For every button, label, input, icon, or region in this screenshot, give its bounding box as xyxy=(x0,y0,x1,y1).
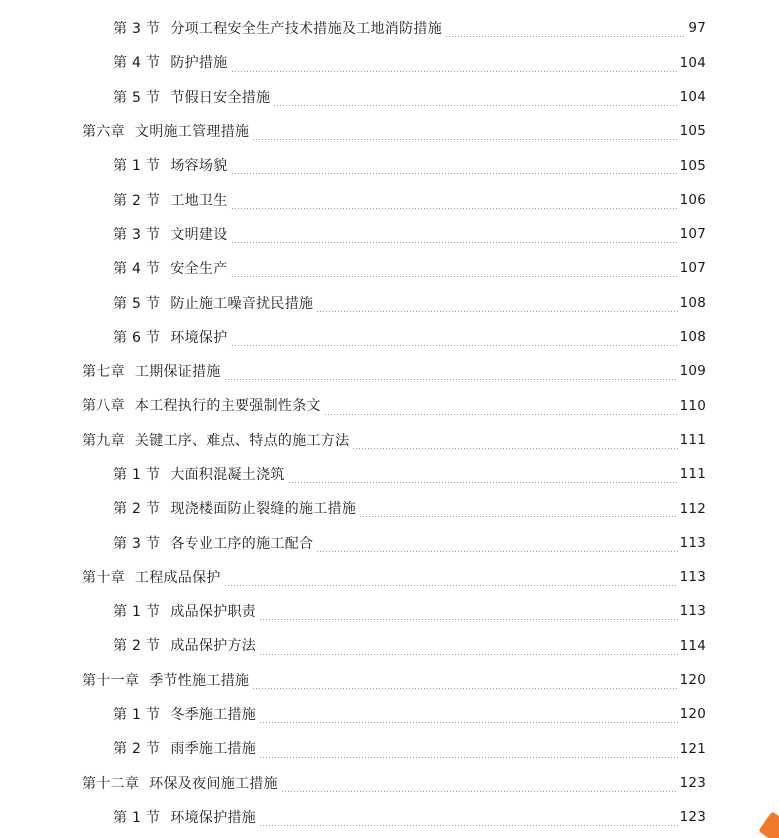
toc-dot-leader xyxy=(281,791,678,792)
toc-section-entry[interactable] xyxy=(0,629,779,663)
toc-entry-title xyxy=(82,674,249,688)
toc-page-number: 108 xyxy=(679,294,706,311)
toc-entry-label: 第 1 节 xyxy=(113,158,161,175)
toc-dot-leader xyxy=(259,757,678,758)
toc-page-number: 108 xyxy=(679,329,706,346)
toc-entry-title xyxy=(113,331,228,345)
toc-entry-text: 成品保护职责 xyxy=(170,604,257,621)
toc-entry-text: 本工程执行的主要强制性条文 xyxy=(134,398,321,415)
toc-page-number: 105 xyxy=(679,123,706,140)
toc-page-number: 106 xyxy=(679,191,706,208)
toc-dot-leader xyxy=(252,139,677,140)
toc-entry-label: 第 2 节 xyxy=(113,192,161,209)
toc-entry-title xyxy=(113,159,228,173)
toc-section-entry[interactable] xyxy=(0,321,779,355)
toc-dot-leader xyxy=(324,414,678,415)
toc-entry-text: 冬季施工措施 xyxy=(170,707,257,724)
toc-page-number: 123 xyxy=(679,809,706,826)
toc-chapter-entry[interactable] xyxy=(0,389,779,423)
toc-section-entry[interactable] xyxy=(0,183,779,217)
toc-entry-text: 文明施工管理措施 xyxy=(134,124,250,141)
toc-page-number: 113 xyxy=(679,603,706,620)
toc-entry-label: 第 4 节 xyxy=(113,261,161,278)
toc-entry-label: 第 3 节 xyxy=(113,535,161,552)
toc-entry-text: 防止施工噪音扰民措施 xyxy=(170,295,314,312)
toc-entry-label: 第 1 节 xyxy=(113,809,161,826)
toc-page-number: 107 xyxy=(679,260,706,277)
toc-entry-title xyxy=(82,365,221,379)
toc-dot-leader xyxy=(224,379,678,380)
toc-entry-title xyxy=(113,56,228,70)
toc-entry-title xyxy=(82,125,249,139)
toc-page-number: 123 xyxy=(679,774,706,791)
toc-entry-label: 第十一章 xyxy=(82,672,140,689)
toc-entry-text: 工地卫生 xyxy=(170,192,228,209)
toc-entry-text: 文明建设 xyxy=(170,226,228,243)
toc-entry-text: 成品保护方法 xyxy=(170,638,257,655)
toc-page-number: 111 xyxy=(679,431,706,448)
toc-chapter-entry[interactable] xyxy=(0,664,779,698)
toc-section-entry[interactable] xyxy=(0,458,779,492)
toc-page-number: 120 xyxy=(679,672,706,689)
toc-page-number: 104 xyxy=(679,54,706,71)
toc-entry-text: 季节性施工措施 xyxy=(149,672,250,689)
toc-dot-leader xyxy=(231,71,678,72)
toc-entry-label: 第六章 xyxy=(82,124,125,141)
toc-entry-label: 第 5 节 xyxy=(113,89,161,106)
toc-entry-title xyxy=(113,742,256,756)
toc-entry-label: 第 4 节 xyxy=(113,55,161,72)
corner-accent-icon xyxy=(757,812,779,838)
toc-entry-label: 第 3 节 xyxy=(113,226,161,243)
toc-entry-text: 各专业工序的施工配合 xyxy=(170,535,314,552)
toc-dot-leader xyxy=(273,105,677,106)
toc-entry-text: 分项工程安全生产技术措施及工地消防措施 xyxy=(170,21,443,38)
toc-dot-leader xyxy=(288,482,678,483)
toc-entry-label: 第 2 节 xyxy=(113,741,161,758)
toc-dot-leader xyxy=(316,551,677,552)
toc-entry-title xyxy=(113,811,256,825)
toc-entry-text: 场容场貌 xyxy=(170,158,228,175)
toc-entry-label: 第 1 节 xyxy=(113,604,161,621)
toc-entry-label: 第 5 节 xyxy=(113,295,161,312)
toc-entry-label: 第 1 节 xyxy=(113,467,161,483)
toc-entry-title xyxy=(113,639,256,653)
toc-dot-leader xyxy=(259,825,678,826)
toc-section-entry[interactable] xyxy=(0,46,779,80)
toc-entry-label: 第 2 节 xyxy=(113,501,161,518)
toc-page-number: 114 xyxy=(679,637,706,654)
toc-page-number: 112 xyxy=(679,500,706,517)
toc-entry-label: 第七章 xyxy=(82,364,125,381)
toc-section-entry[interactable] xyxy=(0,252,779,286)
toc-chapter-entry[interactable] xyxy=(0,767,779,801)
toc-section-entry[interactable] xyxy=(0,149,779,183)
toc-page-number: 107 xyxy=(679,226,706,243)
toc-section-entry[interactable] xyxy=(0,286,779,320)
toc-page-number: 104 xyxy=(679,88,706,105)
toc-chapter-entry[interactable] xyxy=(0,561,779,595)
toc-list xyxy=(0,12,779,835)
toc-entry-label: 第 2 节 xyxy=(113,638,161,655)
toc-entry-text: 关键工序、难点、特点的施工方法 xyxy=(134,432,350,449)
toc-page-number: 109 xyxy=(679,363,706,380)
toc-page-number: 97 xyxy=(688,20,706,37)
toc-entry-title xyxy=(113,605,256,619)
toc-entry-text: 工程成品保护 xyxy=(134,569,221,586)
toc-section-entry[interactable] xyxy=(0,492,779,526)
toc-dot-leader xyxy=(231,276,678,277)
toc-entry-text: 防护措施 xyxy=(170,55,228,72)
toc-entry-text: 环保及夜间施工措施 xyxy=(149,775,278,792)
toc-entry-text: 大面积混凝土浇筑 xyxy=(170,467,285,483)
toc-chapter-entry[interactable] xyxy=(0,424,779,458)
toc-entry-label: 第八章 xyxy=(82,398,125,415)
toc-entry-label: 第 6 节 xyxy=(113,329,161,346)
toc-chapter-entry[interactable] xyxy=(0,355,779,389)
toc-dot-leader xyxy=(231,208,678,209)
toc-dot-leader xyxy=(231,173,678,174)
toc-entry-title xyxy=(82,777,278,791)
toc-entry-label: 第十章 xyxy=(82,569,125,586)
toc-section-entry[interactable] xyxy=(0,81,779,115)
toc-section-entry[interactable] xyxy=(0,526,779,560)
toc-dot-leader xyxy=(359,516,677,517)
toc-section-entry[interactable] xyxy=(0,801,779,835)
toc-entry-title xyxy=(113,228,228,242)
toc-dot-leader xyxy=(259,722,678,723)
toc-page-number: 113 xyxy=(679,569,706,586)
toc-entry-text: 现浇楼面防止裂缝的施工措施 xyxy=(170,501,357,518)
toc-entry-title xyxy=(113,262,228,276)
toc-entry-title xyxy=(82,434,349,448)
toc-page-number: 105 xyxy=(679,157,706,174)
toc-section-entry[interactable] xyxy=(0,732,779,766)
toc-entry-label: 第 3 节 xyxy=(113,21,161,38)
toc-page-number: 110 xyxy=(679,397,706,414)
toc-entry-text: 环境保护措施 xyxy=(170,809,257,826)
toc-entry-label: 第十二章 xyxy=(82,775,140,792)
toc-page-number: 121 xyxy=(679,740,706,757)
toc-entry-label: 第 1 节 xyxy=(113,707,161,724)
toc-entry-text: 安全生产 xyxy=(170,261,228,278)
toc-page-number: 111 xyxy=(679,466,706,483)
toc-entry-text: 环境保护 xyxy=(170,329,228,346)
toc-dot-leader xyxy=(259,619,678,620)
toc-dot-leader xyxy=(231,242,678,243)
toc-entry-title xyxy=(82,399,321,413)
toc-dot-leader xyxy=(259,654,678,655)
toc-chapter-entry[interactable] xyxy=(0,115,779,149)
toc-entry-title xyxy=(113,468,285,482)
toc-entry-title xyxy=(113,22,442,36)
toc-entry-label: 第九章 xyxy=(82,432,125,449)
toc-page-number: 113 xyxy=(679,534,706,551)
toc-entry-text: 工期保证措施 xyxy=(134,364,221,381)
toc-dot-leader xyxy=(252,688,677,689)
toc-entry-title xyxy=(113,91,270,105)
toc-dot-leader xyxy=(224,585,678,586)
toc-entry-text: 雨季施工措施 xyxy=(170,741,257,758)
toc-entry-text: 节假日安全措施 xyxy=(170,89,271,106)
toc-dot-leader xyxy=(352,448,677,449)
toc-entry-title xyxy=(82,571,221,585)
toc-dot-leader xyxy=(231,345,678,346)
toc-dot-leader xyxy=(445,36,686,37)
toc-entry-title xyxy=(113,537,313,551)
toc-entry-title xyxy=(113,297,313,311)
toc-entry-title xyxy=(113,502,356,516)
toc-section-entry[interactable] xyxy=(0,698,779,732)
toc-dot-leader xyxy=(316,311,677,312)
toc-section-entry[interactable] xyxy=(0,218,779,252)
toc-entry-title xyxy=(113,194,228,208)
toc-entry-title xyxy=(113,708,256,722)
toc-section-entry[interactable] xyxy=(0,12,779,46)
toc-page-number: 120 xyxy=(679,706,706,723)
toc-section-entry[interactable] xyxy=(0,595,779,629)
